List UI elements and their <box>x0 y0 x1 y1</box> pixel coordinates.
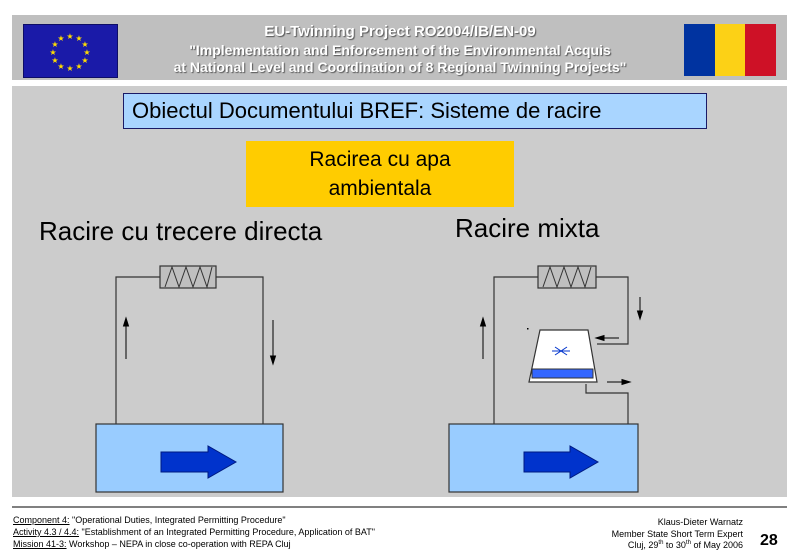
highlight-line-1: Racirea cu apa <box>309 148 451 171</box>
svg-text:★: ★ <box>51 56 59 65</box>
footer-component <box>13 515 286 525</box>
footer-author: Klaus-Dieter Warnatz <box>657 517 743 527</box>
footer-mission <box>13 539 291 549</box>
footer-date-mid: to 30 <box>663 540 686 550</box>
right-diagram-heading: Racire mixta <box>455 213 600 243</box>
footer-mission-label: Mission 41-3: <box>13 539 67 549</box>
svg-text:★: ★ <box>75 62 83 71</box>
heat-exchanger-icon-right <box>538 266 596 288</box>
svg-text:★: ★ <box>81 40 89 49</box>
left-diagram-heading: Racire cu trecere directa <box>39 216 323 246</box>
svg-text:★: ★ <box>75 34 83 43</box>
flow-left-arrow-icon-tower <box>596 336 619 341</box>
footer-activity-label: Activity 4.3 / 4.4: <box>13 527 80 537</box>
svg-text:★: ★ <box>66 32 74 41</box>
header-subtitle-line2: at National Level and Coordination of 8 Regional Twinning Projects" <box>173 59 627 75</box>
once-through-diagram <box>116 277 263 424</box>
right-pipe-left-branch <box>494 277 538 424</box>
slide-title: Obiectul Documentului BREF: Sisteme de racire <box>123 93 707 129</box>
footer-component-label: Component 4: <box>13 515 70 525</box>
footer-mission-text: Workshop – NEPA in close co-operation with REPA Cluj <box>66 539 291 549</box>
flow-right-arrow-icon-tower <box>607 380 630 385</box>
header-subtitle-line1: "Implementation and Enforcement of the Environmental Acquis <box>189 42 611 58</box>
svg-text:★: ★ <box>83 48 91 57</box>
page-number: 28 <box>760 532 778 549</box>
svg-text:★: ★ <box>57 62 65 71</box>
heat-exchanger-icon-left <box>160 266 216 288</box>
footer-activity <box>13 527 375 537</box>
footer-role: Member State Short Term Expert <box>611 529 743 539</box>
cooling-tower-icon <box>529 330 597 382</box>
footer-date-sup1: th <box>658 540 664 546</box>
svg-text:★: ★ <box>51 40 59 49</box>
svg-text:★: ★ <box>57 34 65 43</box>
footer-divider <box>12 506 787 508</box>
left-pipe-loop <box>116 277 160 424</box>
footer-activity-text: "Establishment of an Integrated Permitting Procedure, Application of BAT" <box>79 527 375 537</box>
right-pipe-tower-return <box>586 384 628 424</box>
footer-date <box>628 540 743 550</box>
svg-text:★: ★ <box>49 48 57 57</box>
right-pipe-top-branch <box>596 277 628 344</box>
header-project-title: EU-Twinning Project RO2004/IB/EN-09 <box>264 23 536 40</box>
svg-text:★: ★ <box>66 64 74 73</box>
flow-up-arrow-icon-right <box>481 318 486 359</box>
footer-date-sup2: th <box>685 540 691 546</box>
flow-down-arrow-icon-right <box>638 297 643 319</box>
svg-text:★: ★ <box>81 56 89 65</box>
footer-date-post: of May 2006 <box>690 540 743 550</box>
flow-up-arrow-icon-left <box>124 318 129 359</box>
highlight-line-2: ambientala <box>328 177 432 200</box>
footer-date-pre: Cluj, 29 <box>627 540 659 550</box>
left-pipe-loop-return <box>216 277 263 424</box>
footer-component-text: "Operational Duties, Integrated Permitting Procedure" <box>69 515 286 525</box>
flow-down-arrow-icon-left <box>271 320 276 364</box>
